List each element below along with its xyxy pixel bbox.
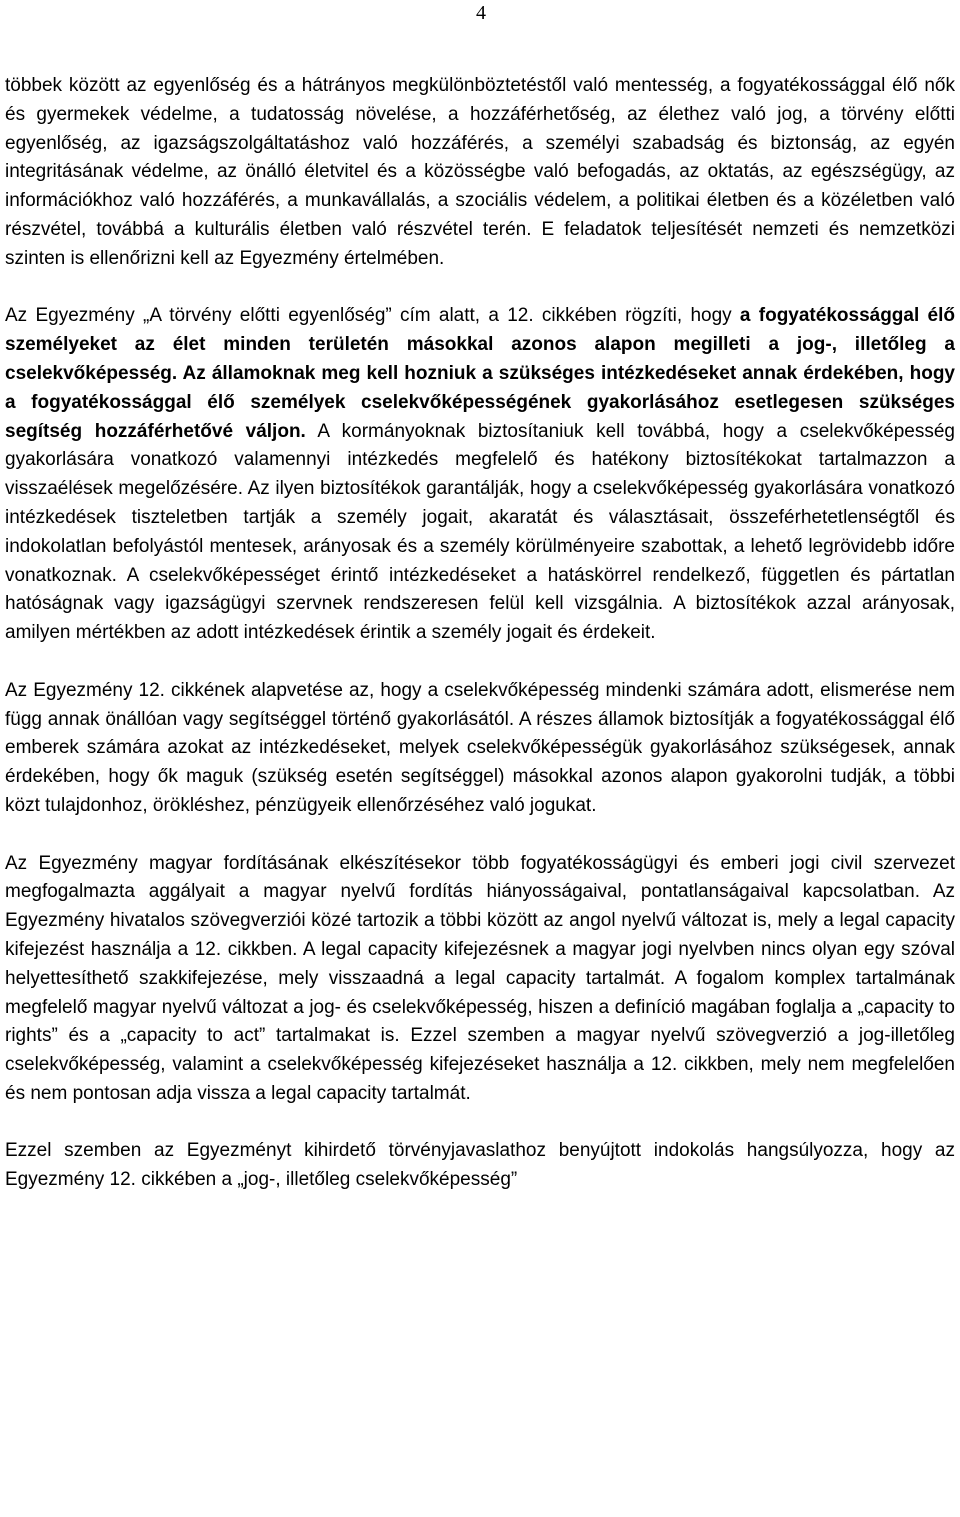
paragraph-translation-issues [5,850,955,1109]
page-number: 4 [476,2,486,24]
document-body [5,72,955,1195]
paragraph-text: többek között az egyenlőség és a hátrányos megkülönböztetéstől való mentesség, a fogyatékossággal élő nők és gyermekek védelme, a tudatosság növelése, a hozzáférhetőség, az élethez való jog, a törvény előtti egyenlőség, az igazságszolgáltatáshoz való hozzáférés, a személyi szabadság és biztonság, az egyén integritásának védelme, az önálló életvitel és a közösségbe való befogadás, az oktatás, az egészségügy, az információkhoz való hozzáférés, a munkavállalás, a szociális védelem, a politikai életben és a közéletben való részvétel, továbbá a kulturális életben való részvétel terén. E feladatok teljesítését nemzeti és nemzetközi szinten is ellenőrizni kell az Egyezmény értelmében. [5,75,955,269]
emphasized-text: a fogyatékossággal élő személyeket az élet minden területén másokkal azonos alapon megilleti a jog-, illetőleg a cselekvőképesség. Az államoknak meg kell hozniuk a szükséges intézkedéseket annak érdekében, hogy a fogyatékossággal élő személyek cselekvőképességének gyakorlásához esetlegesen szükséges segítség hozzáférhetővé váljon. [5,305,955,442]
paragraph-bill-justification [5,1137,955,1195]
paragraph-article-12-basis [5,677,955,821]
paragraph-text: Ezzel szemben az Egyezményt kihirdető törvényjavaslathoz benyújtott indokolás hangsúlyozza, hogy az Egyezmény 12. cikkében a „jog-, illetőleg cselekvőképesség” [5,1140,955,1191]
paragraph-text: Az Egyezmény „A törvény előtti egyenlőség” cím alatt, a 12. cikkében rögzíti, hogy [5,305,740,327]
paragraph-rights-list [5,72,955,274]
paragraph-article-12 [5,302,955,648]
paragraph-text: Az Egyezmény 12. cikkének alapvetése az, hogy a cselekvőképesség mindenki számára adott, elismerése nem függ annak önállóan vagy segítséggel történő gyakorlásától. A részes államok biztosítják a fogyatékossággal élő emberek számára azokat az intézkedéseket, melyek cselekvőképességük gyakorlásához szükségesek, annak érdekében, hogy ők maguk (szükség esetén segítséggel) másokkal azonos alapon gyakorolni tudják, a többi közt tulajdonhoz, örökléshez, pénzügyeik ellenőrzéséhez való jogukat. [5,679,955,816]
paragraph-text: Az Egyezmény magyar fordításának elkészítésekor több fogyatékosságügyi és emberi jogi civil szervezet megfogalmazta aggályait a magyar nyelvű fordítás hiányosságaival, pontatlanságaival kapcsolatban. Az Egyezmény hivatalos szövegverziói közé tartozik a többi között az angol nyelvű változat is, mely a legal capacity kifejezést használja a 12. cikkben. A legal capacity kifejezésnek a magyar jogi nyelvben nincs olyan egy szóval helyettesíthető szakkifejezése, mely visszaadná a legal capacity tartalmát. A fogalom komplex tartalmának megfelelő magyar nyelvű változat a jog- és cselekvőképesség, hiszen a definíció magában foglalja a „capacity to rights” és a „capacity to act” tartalmakat is. Ezzel szemben a magyar nyelvű szövegverzió a jog-illetőleg cselekvőképesség, valamint a cselekvőképesség kifejezéseket használja a 12. cikkben, mely nem megfelelően és nem pontosan adja vissza a legal capacity tartalmát. [5,852,955,1104]
paragraph-text: A kormányoknak biztosítaniuk kell továbbá, hogy a cselekvőképesség gyakorlására vonatkozó valamennyi intézkedés megfelelő és hatékony biztosítékokat tartalmazzon a visszaélések megelőzésére. Az ilyen biztosítékok garantálják, hogy a cselekvőképesség gyakorlására vonatkozó intézkedések tiszteletben tartják a személy jogait, akaratát és választásait, összeférhetetlenségtől és indokolatlan befolyástól mentesek, arányosak és a személy körülményeire szabottak, a lehető legrövidebb időre vonatkoznak. A cselekvőképességet érintő intézkedéseket a hatáskörrel rendelkező, független és pártatlan hatóságnak vagy igazságügyi szervnek rendszeresen felül kell vizsgálnia. A biztosítékok azzal arányosak, amilyen mértékben az adott intézkedések érintik a személy jogait és érdekeit. [5,420,955,644]
